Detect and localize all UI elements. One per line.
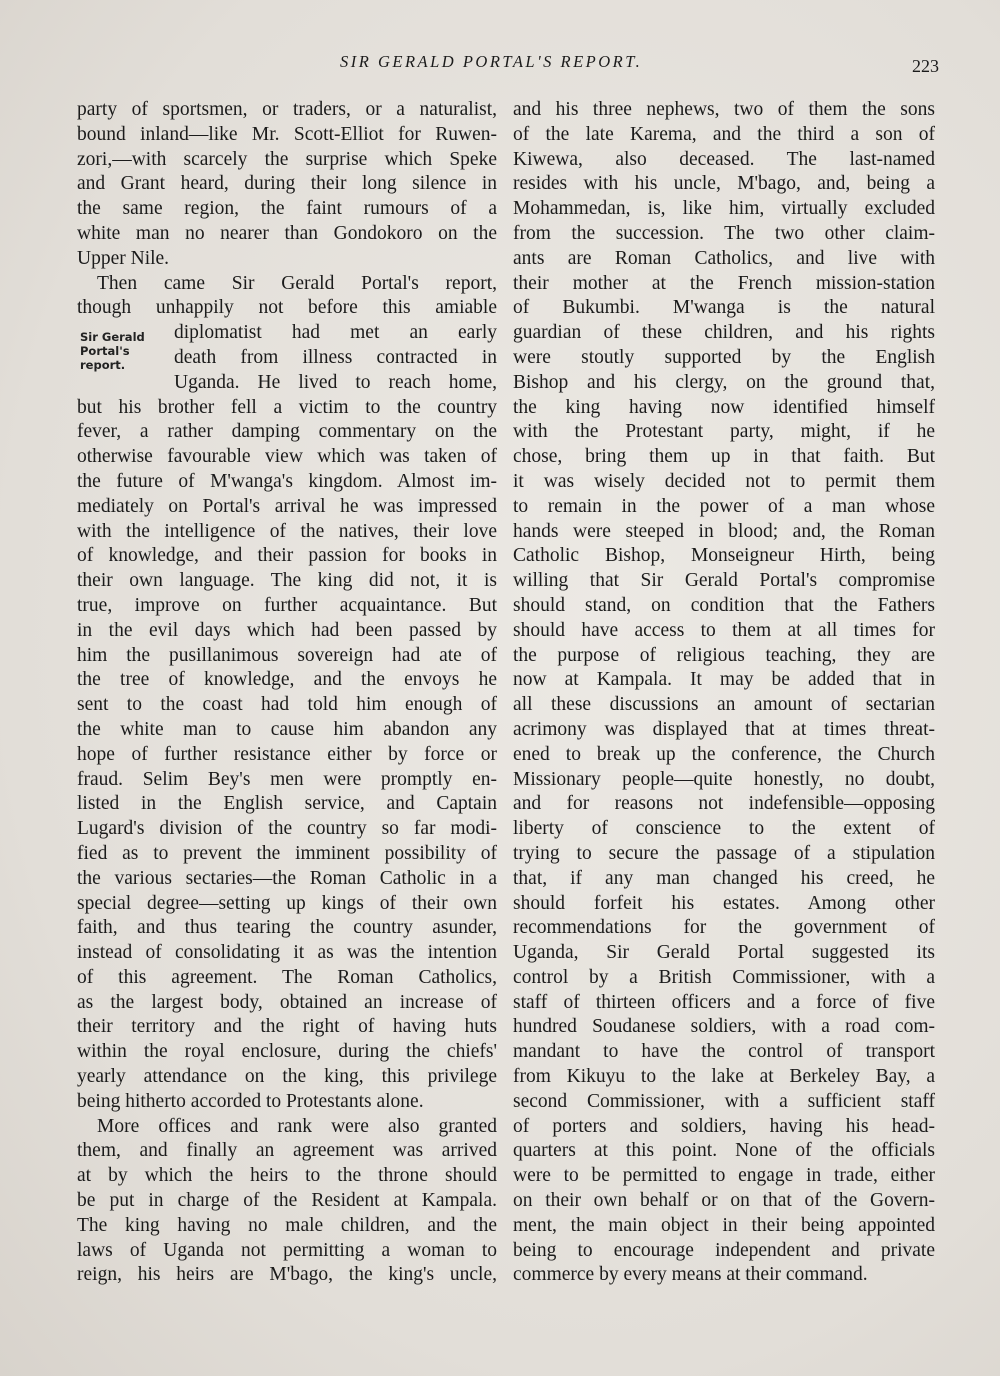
text-line: the various sectaries—the Roman Catholic in a bbox=[77, 867, 497, 889]
text-line: recommendations for the government of bbox=[513, 917, 935, 939]
page-number: 223 bbox=[912, 56, 939, 76]
text-line: Uganda, Sir Gerald Portal suggested its bbox=[513, 942, 935, 964]
text-line: instead of consolidating it as was the intention bbox=[77, 942, 497, 964]
text-line: should forfeit his estates. Among other bbox=[513, 892, 935, 914]
text-line: of Bukumbi. M'wanga is the natural bbox=[513, 297, 935, 319]
text-line: reign, his heirs are M'bago, the king's uncle, bbox=[77, 1264, 497, 1286]
text-line: the purpose of religious teaching, they are bbox=[513, 644, 935, 666]
text-line: Uganda. He lived to reach home, bbox=[174, 371, 497, 393]
text-line: yearly attendance on the king, this privilege bbox=[77, 1066, 497, 1088]
text-line: staff of thirteen officers and a force of five bbox=[513, 991, 935, 1013]
text-line: were stoutly supported by the English bbox=[513, 346, 935, 368]
text-line: commerce by every means at their command. bbox=[513, 1264, 868, 1286]
text-line: of this agreement. The Roman Catholics, bbox=[77, 966, 497, 988]
text-line: Upper Nile. bbox=[77, 247, 170, 269]
text-line: being hitherto accorded to Protestants alone. bbox=[77, 1090, 424, 1112]
text-line: laws of Uganda not permitting a woman to bbox=[77, 1239, 497, 1261]
text-line: should stand, on condition that the Fathers bbox=[513, 594, 935, 616]
text-line: More offices and rank were also granted bbox=[97, 1115, 497, 1137]
text-line: diplomatist had met an early bbox=[174, 322, 497, 344]
text-line: faith, and thus tearing the country asunder, bbox=[77, 917, 497, 939]
text-line: Bishop and his clergy, on the ground that, bbox=[513, 371, 935, 393]
text-line: acrimony was displayed that at times threat- bbox=[513, 718, 935, 740]
text-line: listed in the English service, and Captain bbox=[77, 793, 497, 815]
text-line: bound inland—like Mr. Scott-Elliot for Ruwen- bbox=[77, 123, 497, 145]
text-line: should have access to them at all times for bbox=[513, 619, 935, 641]
text-line: ened to break up the conference, the Church bbox=[513, 743, 935, 765]
text-line: their territory and the right of having huts bbox=[77, 1016, 497, 1038]
text-line: all these discussions an amount of sectarian bbox=[513, 694, 935, 716]
text-line: be put in charge of the Resident at Kampala. bbox=[77, 1190, 497, 1212]
text-line: Catholic Bishop, Monseigneur Hirth, being bbox=[513, 545, 935, 567]
text-line: from the succession. The two other claim- bbox=[513, 222, 935, 244]
text-line: and his three nephews, two of them the sons bbox=[513, 99, 935, 120]
text-line: the same region, the faint rumours of a bbox=[77, 198, 497, 220]
left-column bbox=[77, 98, 497, 1288]
text-line: them, and finally an agreement was arrived bbox=[77, 1140, 497, 1162]
text-line: of the late Karema, and the third a son of bbox=[513, 123, 935, 145]
text-line: fever, a rather damping commentary on the bbox=[77, 421, 497, 443]
text-line: the future of M'wanga's kingdom. Almost im- bbox=[77, 470, 497, 492]
text-line: their mother at the French mission-station bbox=[513, 272, 935, 294]
text-line: special degree—setting up kings of their own bbox=[77, 892, 497, 914]
text-line: control by a British Commissioner, with a bbox=[513, 966, 935, 988]
text-line: the king having now identified himself bbox=[513, 396, 935, 418]
text-line: on their own behalf or on that of the Govern- bbox=[513, 1190, 935, 1212]
text-line: though unhappily not before this amiable bbox=[77, 297, 497, 319]
text-line: quarters at this point. None of the officials bbox=[513, 1140, 935, 1162]
text-line: mandant to have the control of transport bbox=[513, 1041, 935, 1063]
text-line: sent to the coast had told him enough of bbox=[77, 694, 497, 716]
text-line: trying to secure the passage of a stipulation bbox=[513, 842, 935, 864]
text-line: and Grant heard, during their long silence in bbox=[77, 173, 497, 195]
text-line: now at Kampala. It may be added that in bbox=[513, 669, 935, 691]
text-line: death from illness contracted in bbox=[174, 346, 497, 368]
text-line: with the intelligence of the natives, their love bbox=[77, 520, 497, 542]
text-line: Lugard's division of the country so far modi- bbox=[77, 818, 497, 840]
text-line: but his brother fell a victim to the country bbox=[77, 396, 497, 418]
text-line: ants are Roman Catholics, and live with bbox=[513, 247, 935, 269]
text-line: The king having no male children, and the bbox=[77, 1214, 497, 1236]
text-line: true, improve on further acquaintance. But bbox=[77, 594, 497, 616]
text-line: party of sportsmen, or traders, or a naturalist, bbox=[77, 99, 497, 120]
text-line: being to encourage independent and private bbox=[513, 1239, 935, 1261]
text-line: Then came Sir Gerald Portal's report, bbox=[97, 272, 497, 294]
text-line: from Kikuyu to the lake at Berkeley Bay, a bbox=[513, 1066, 935, 1088]
text-line: the white man to cause him abandon any bbox=[77, 718, 497, 740]
text-line: white man no nearer than Gondokoro on the bbox=[77, 222, 497, 244]
margin-note-line: Portal's bbox=[80, 344, 130, 358]
text-line: within the royal enclosure, during the chiefs' bbox=[77, 1041, 497, 1063]
text-line: with the Protestant party, might, if he bbox=[513, 421, 935, 443]
text-line: fied as to prevent the imminent possibility of bbox=[77, 842, 497, 864]
text-line: ment, the main object in their being appointed bbox=[513, 1214, 935, 1236]
text-line: it was wisely decided not to permit them bbox=[513, 470, 935, 492]
text-line: second Commissioner, with a sufficient staff bbox=[513, 1090, 935, 1112]
text-line: liberty of conscience to the extent of bbox=[513, 818, 935, 840]
text-line: chose, bring them up in that faith. But bbox=[513, 446, 935, 468]
text-line: to remain in the power of a man whose bbox=[513, 495, 935, 517]
margin-note-line: report. bbox=[80, 358, 126, 372]
text-line: him the pusillanimous sovereign had ate of bbox=[77, 644, 497, 666]
text-line: resides with his uncle, M'bago, and, being a bbox=[513, 173, 935, 195]
text-line: mediately on Portal's arrival he was impressed bbox=[77, 495, 497, 517]
text-line: hundred Soudanese soldiers, with a road com- bbox=[513, 1016, 935, 1038]
text-line: hands were steeped in blood; and, the Roman bbox=[513, 520, 935, 542]
running-head bbox=[0, 52, 1000, 82]
text-line: Kiwewa, also deceased. The last-named bbox=[513, 148, 935, 170]
text-line: as the largest body, obtained an increase of bbox=[77, 991, 497, 1013]
text-line: of porters and soldiers, having his head- bbox=[513, 1115, 935, 1137]
text-line: the tree of knowledge, and the envoys he bbox=[77, 669, 497, 691]
text-line: at by which the heirs to the throne should bbox=[77, 1165, 497, 1187]
text-line: willing that Sir Gerald Portal's compromise bbox=[513, 570, 935, 592]
right-column bbox=[513, 98, 935, 1288]
text-line: guardian of these children, and his rights bbox=[513, 322, 935, 344]
text-line: their own language. The king did not, it is bbox=[77, 570, 497, 592]
text-line: were to be permitted to engage in trade, either bbox=[513, 1165, 935, 1187]
text-line: and for reasons not indefensible—opposing bbox=[513, 793, 935, 815]
text-line: Mohammedan, is, like him, virtually excluded bbox=[513, 198, 935, 220]
text-line: in the evil days which had been passed by bbox=[77, 619, 497, 641]
text-line: zori,—with scarcely the surprise which Speke bbox=[77, 148, 497, 170]
margin-note-line: Sir Gerald bbox=[80, 330, 145, 344]
running-title: SIR GERALD PORTAL'S REPORT. bbox=[340, 52, 643, 71]
text-line: fraud. Selim Bey's men were promptly en- bbox=[77, 768, 497, 790]
text-line: otherwise favourable view which was taken of bbox=[77, 446, 497, 468]
text-line: Missionary people—quite honestly, no doubt, bbox=[513, 768, 935, 790]
text-line: of knowledge, and their passion for books in bbox=[77, 545, 497, 567]
text-line: hope of further resistance either by force or bbox=[77, 743, 497, 765]
text-line: that, if any man changed his creed, he bbox=[513, 867, 935, 889]
